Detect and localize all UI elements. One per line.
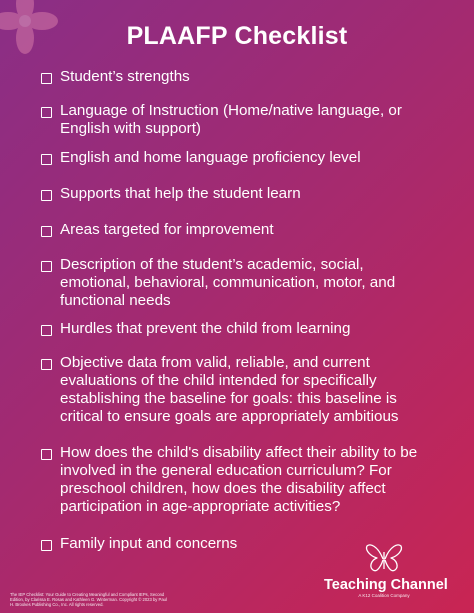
checklist-item-line: Description of the student’s academic, social, bbox=[60, 256, 364, 273]
copyright-line: Edition, by Clarissa E. Rosas and Kathleen G. Winterman. Copyright © 2023 by Paul bbox=[10, 597, 167, 602]
checklist-item bbox=[41, 185, 301, 203]
checkbox-icon[interactable] bbox=[41, 190, 52, 201]
checklist-item-text bbox=[60, 320, 350, 338]
checklist-item-text bbox=[60, 535, 237, 553]
checkbox-icon[interactable] bbox=[41, 154, 52, 165]
brand-block bbox=[324, 542, 448, 598]
checkbox-icon[interactable] bbox=[41, 449, 52, 460]
checkbox-icon[interactable] bbox=[41, 107, 52, 118]
checklist-item bbox=[41, 444, 417, 516]
checklist-item bbox=[41, 320, 350, 338]
brand-name: Teaching Channel bbox=[324, 577, 448, 593]
checklist-item-text bbox=[60, 221, 274, 239]
checklist-item bbox=[41, 149, 361, 167]
checklist-item bbox=[41, 354, 399, 426]
checklist-item-line: English and home language proficiency level bbox=[60, 149, 361, 166]
checklist-item-line: Family input and concerns bbox=[60, 535, 238, 552]
checklist-item-line: English with support) bbox=[60, 120, 201, 137]
checklist-item-text bbox=[60, 102, 402, 138]
checklist-item bbox=[41, 221, 274, 239]
checklist-item-line: participation in age-appropriate activities? bbox=[60, 498, 341, 515]
copyright-line: The IEP Checklist: Your Guide to Creating Meaningful and Compliant IEPs, Second bbox=[10, 592, 165, 597]
checklist-item bbox=[41, 102, 402, 138]
checklist-item-line: Hurdles that prevent the child from learning bbox=[60, 320, 351, 337]
copyright-line: H. Brookes Publishing Co., Inc. All rights reserved. bbox=[10, 602, 104, 607]
checklist-item-line: critical to ensure goals are appropriately ambitious bbox=[60, 408, 399, 425]
checklist-item-text bbox=[60, 354, 399, 426]
checklist-item-line: preschool children, how does the disability affect bbox=[60, 480, 386, 497]
checklist-item-line: functional needs bbox=[60, 292, 171, 309]
checklist-item-text bbox=[60, 185, 301, 203]
checklist-item-line: establishing the baseline for goals: this baseline is bbox=[60, 390, 397, 407]
checklist-item-line: emotional, behavioral, communication, motor, and bbox=[60, 274, 396, 291]
checklist-item bbox=[41, 256, 395, 310]
checkbox-icon[interactable] bbox=[41, 73, 52, 84]
checklist-item-line: Objective data from valid, reliable, and current bbox=[60, 354, 370, 371]
checkbox-icon[interactable] bbox=[41, 325, 52, 336]
checklist-item-text bbox=[60, 149, 361, 167]
checklist-item bbox=[41, 535, 237, 553]
checkbox-icon[interactable] bbox=[41, 226, 52, 237]
checklist-item-line: involved in the general education curriculum? For bbox=[60, 462, 392, 479]
checklist-item-line: evaluations of the child intended for specifically bbox=[60, 372, 377, 389]
checklist-item-line: Areas targeted for improvement bbox=[60, 221, 274, 238]
checklist-item-text bbox=[60, 444, 417, 516]
checklist-item-line: Language of Instruction (Home/native language, or bbox=[60, 102, 402, 119]
page-title: PLAAFP Checklist bbox=[126, 22, 348, 50]
checkbox-icon[interactable] bbox=[41, 540, 52, 551]
brand-tagline: A K12 Coalition Company bbox=[358, 593, 410, 598]
copyright-note bbox=[10, 592, 225, 607]
checklist-item-line: Supports that help the student learn bbox=[60, 185, 301, 202]
checkbox-icon[interactable] bbox=[41, 359, 52, 370]
butterfly-logo-icon bbox=[364, 542, 404, 576]
checklist-item-text bbox=[60, 68, 190, 86]
checklist-item-line: How does the child's disability affect their ability to be bbox=[60, 444, 418, 461]
checklist-item-text bbox=[60, 256, 395, 310]
checklist-item bbox=[41, 68, 190, 86]
checkbox-icon[interactable] bbox=[41, 261, 52, 272]
checklist-item-line: Student’s strengths bbox=[60, 68, 190, 85]
